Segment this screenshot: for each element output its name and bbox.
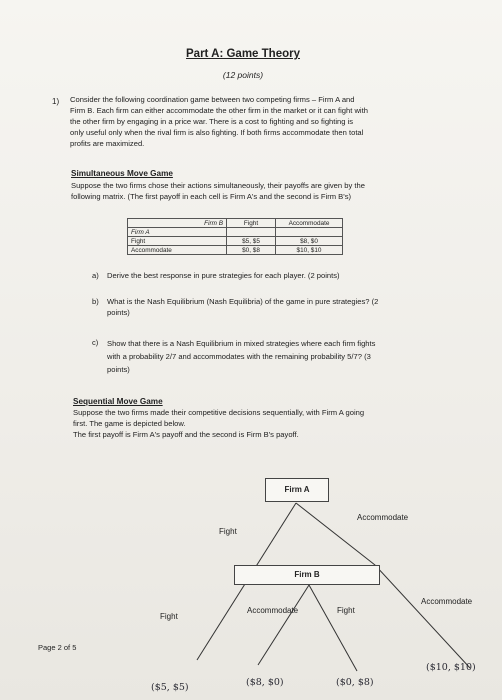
q1-line: profits are maximized. xyxy=(70,139,145,148)
payoff-fight-fight: ($5, $5) xyxy=(151,682,189,693)
seq-line: The first payoff is Firm A's payoff and the second is Firm B's payoff. xyxy=(73,430,299,439)
matrix-corner: Firm B xyxy=(128,219,227,228)
branch-b-fight xyxy=(309,585,357,671)
label-accommodate-mid: Accommodate xyxy=(247,606,299,615)
sim-line: Suppose the two firms chose their actions simultaneously, their payoffs are given by the xyxy=(71,181,365,190)
label-fight-left: Fight xyxy=(160,612,178,621)
payoff-accommodate-fight: ($0, $8) xyxy=(336,677,374,688)
q1-line: only useful only when the rival firm is also fighting. If both firms accommodate then total xyxy=(70,128,364,137)
subq-line: What is the Nash Equilibrium (Nash Equilibria) of the game in pure strategies? (2 xyxy=(107,297,379,306)
subq-line: Derive the best response in pure strategies for each player. (2 points) xyxy=(107,271,340,280)
col-header-accommodate: Accommodate xyxy=(276,219,343,228)
firm-b-node: Firm B xyxy=(234,565,380,585)
simultaneous-heading: Simultaneous Move Game xyxy=(71,169,173,178)
seq-line: first. The game is depicted below. xyxy=(73,419,186,428)
label-accommodate-top: Accommodate xyxy=(357,513,409,522)
cell-fight-accommodate: $8, $0 xyxy=(276,237,343,246)
q1-line: the other firm by engaging in a price war. There is a cost to fighting and so fighting is xyxy=(70,117,354,126)
page-title: Part A: Game Theory xyxy=(186,48,300,60)
q1-line: Consider the following coordination game between two competing firms – Firm A and xyxy=(70,95,355,104)
subq-line: with a probability 2/7 and accommodates with the remaining probability 5/7? (3 xyxy=(107,352,371,361)
q1-line: Firm B. Each firm can either accommodate the other firm in the market or it can fight with xyxy=(70,106,368,115)
label-fight-top: Fight xyxy=(219,527,237,536)
row-label-fight: Fight xyxy=(128,237,227,246)
subq-line: points) xyxy=(107,365,130,374)
points-label: (12 points) xyxy=(222,70,264,80)
question-number: 1) xyxy=(52,97,60,106)
row-label-accommodate: Accommodate xyxy=(128,246,227,255)
sequential-heading: Sequential Move Game xyxy=(73,397,163,406)
col-header-fight: Fight xyxy=(227,219,276,228)
subq-line: points) xyxy=(107,308,130,317)
label-fight-mid: Fight xyxy=(337,606,355,615)
cell-fight-fight: $5, $5 xyxy=(227,237,276,246)
cell-accommodate-fight: $0, $8 xyxy=(227,246,276,255)
seq-line: Suppose the two firms made their competitive decisions sequentially, with Firm A going xyxy=(73,408,365,417)
subq-c-label: c) xyxy=(92,338,99,347)
firm-a-node: Firm A xyxy=(265,478,329,502)
payoff-accommodate-accommodate: ($10, $10) xyxy=(426,662,476,673)
label-accommodate-right: Accommodate xyxy=(421,597,473,606)
branch-b-accommodate xyxy=(258,585,309,665)
subq-line: Show that there is a Nash Equilibrium in mixed strategies where each firm fights xyxy=(107,339,376,348)
row-header-firm-a: Firm A xyxy=(128,228,227,237)
cell-accommodate-accommodate: $10, $10 xyxy=(276,246,343,255)
sim-line: following matrix. (The first payoff in each cell is Firm A's and the second is Firm B's) xyxy=(71,192,352,201)
payoff-fight-accommodate: ($8, $0) xyxy=(246,677,284,688)
subq-a-label: a) xyxy=(92,271,99,280)
subq-b-label: b) xyxy=(92,297,99,306)
page-number: Page 2 of 5 xyxy=(38,643,77,652)
